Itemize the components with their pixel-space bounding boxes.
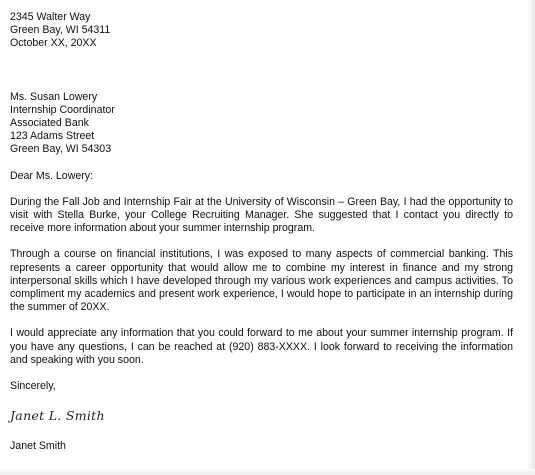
- recipient-title: Internship Coordinator: [10, 103, 115, 116]
- letter-date: October XX, 20XX: [10, 37, 97, 50]
- salutation: Dear Ms. Lowery:: [10, 169, 94, 182]
- recipient-company: Associated Bank: [10, 117, 89, 130]
- page-edge-shadow-right: [527, 0, 535, 475]
- sender-address: [10, 11, 513, 51]
- paragraph-background: Through a course on financial institutions, I was exposed to many aspects of commercial banking. This represents a career opportunity that would allow me to combine my interest in finance and my strong interpersonal skills which I have developed through my various work experiences and campus activities. To compliment my academics and present work experience, I would hope to participate in an internship during the summer of 20XX.: [10, 248, 513, 314]
- recipient-address: [10, 91, 513, 157]
- page-edge-shadow-bottom: [0, 469, 535, 475]
- letter-body: [10, 11, 513, 453]
- recipient-city-state-zip: Green Bay, WI 54303: [10, 143, 112, 156]
- recipient-street: 123 Adams Street: [10, 130, 95, 143]
- handwritten-signature: Janet L. Smith: [10, 408, 105, 424]
- signer-name: Janet Smith: [10, 440, 66, 453]
- paragraph-introduction: During the Fall Job and Internship Fair at the University of Wisconsin – Green Bay, I had the opportunity to visit with Stella Burke, your College Recruiting Manager. She suggested that I contact you directly to receive more information about your summer internship program.: [10, 195, 513, 235]
- paragraph-request: I would appreciate any information that you could forward to me about your summer internship program. If you have any questions, I can be reached at (920) 883-XXXX. I look forward to receiving the information and speaking with you soon.: [10, 327, 513, 366]
- recipient-name: Ms. Susan Lowery: [10, 90, 98, 103]
- closing: Sincerely,: [10, 380, 56, 393]
- sender-city-state-zip: Green Bay, WI 54311: [10, 24, 111, 37]
- sender-street: 2345 Walter Way: [10, 11, 91, 23]
